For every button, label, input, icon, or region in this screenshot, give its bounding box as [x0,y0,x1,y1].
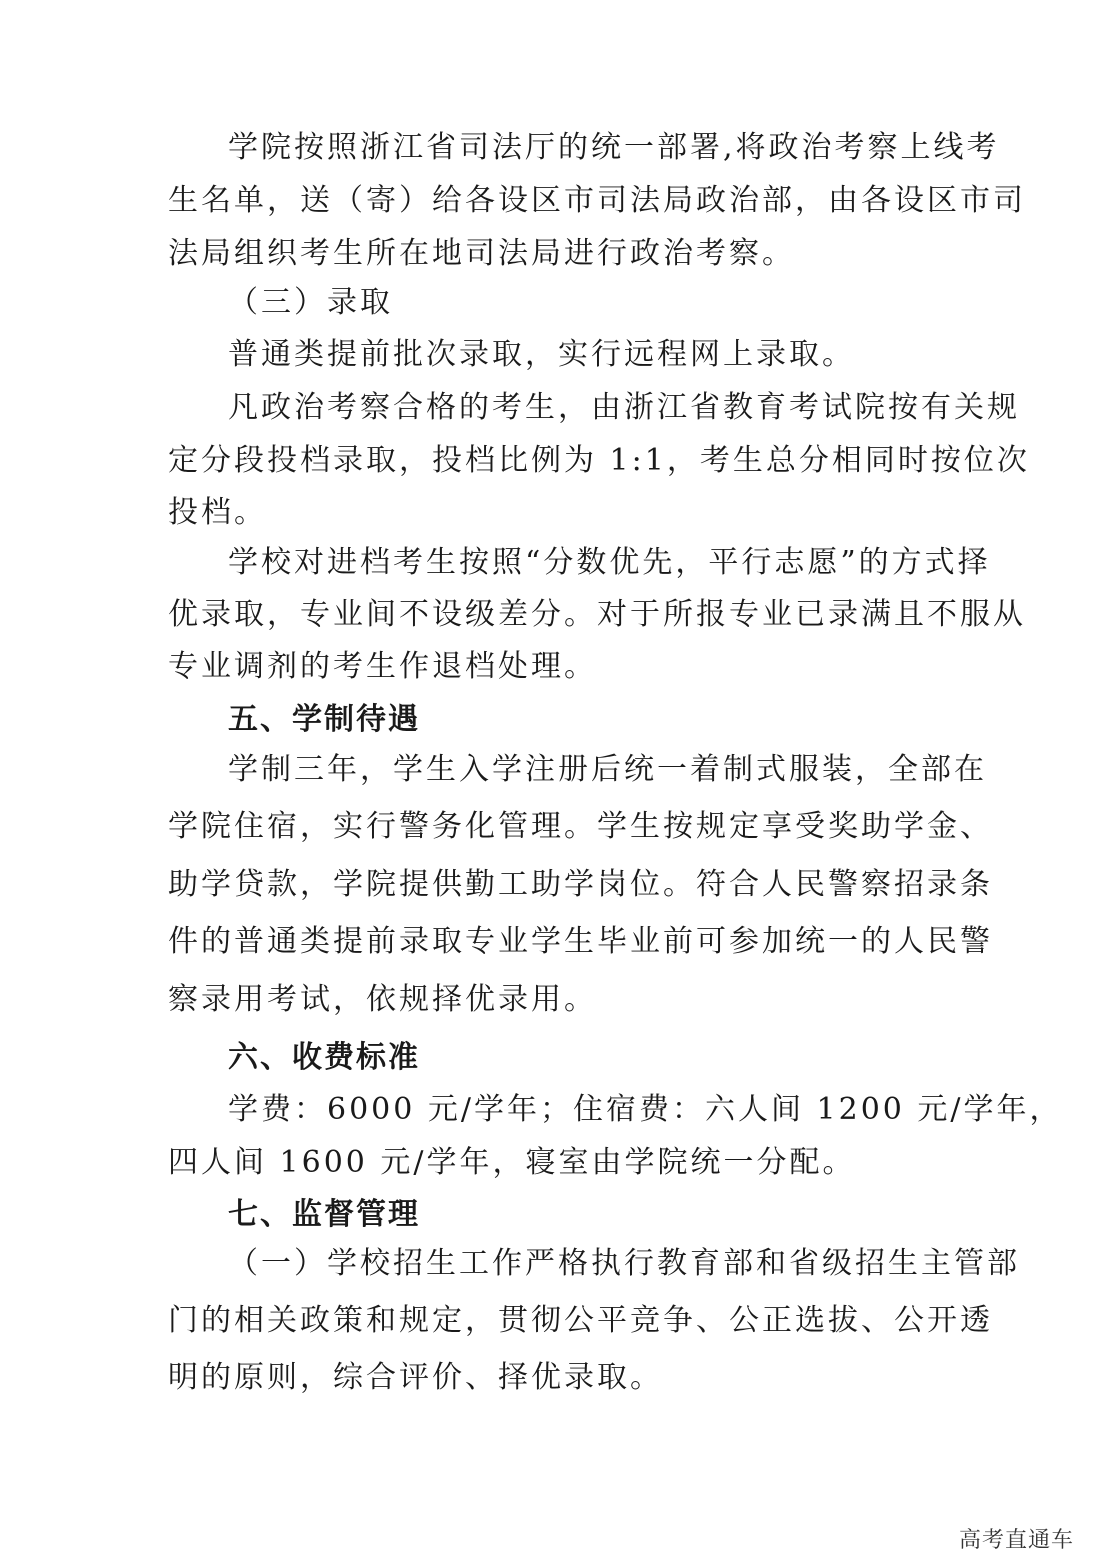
watermark: 高考直通车 [958,1528,1074,1553]
paragraph-line: 定分段投档录取，投档比例为 1:1，考生总分相同时按位次 [168,443,1030,478]
paragraph-line: 察录用考试，依规择优录用。 [168,982,597,1017]
section-heading: 六、收费标准 [228,1040,420,1075]
paragraph-line: 学制三年，学生入学注册后统一着制式服装，全部在 [228,752,987,787]
paragraph-line: 门的相关政策和规定，贯彻公平竞争、公正选拔、公开透 [168,1303,993,1338]
paragraph-line: 投档。 [168,495,267,530]
section-heading: 七、监督管理 [228,1197,420,1232]
paragraph-line: 件的普通类提前录取专业学生毕业前可参加统一的人民警 [168,924,993,959]
paragraph-line: 四人间 1600 元/学年，寝室由学院统一分配。 [168,1145,856,1180]
paragraph-line: 助学贷款，学院提供勤工助学岗位。符合人民警察招录条 [168,867,993,902]
paragraph-line: 学院住宿，实行警务化管理。学生按规定享受奖助学金、 [168,809,993,844]
paragraph-line: 优录取，专业间不设级差分。对于所报专业已录满且不服从 [168,597,1026,632]
paragraph-line: 法局组织考生所在地司法局进行政治考察。 [168,236,795,271]
paragraph-line: 学校对进档考生按照“分数优先，平行志愿”的方式择 [228,545,991,580]
section-heading: 五、学制待遇 [228,702,420,737]
paragraph-line: （一）学校招生工作严格执行教育部和省级招生主管部 [228,1246,1020,1281]
paragraph-line: 明的原则，综合评价、择优录取。 [168,1360,663,1395]
paragraph-line: 普通类提前批次录取，实行远程网上录取。 [228,337,855,372]
paragraph-line: 生名单，送（寄）给各设区市司法局政治部，由各设区市司 [168,183,1026,218]
paragraph-line: 凡政治考察合格的考生，由浙江省教育考试院按有关规 [228,390,1020,425]
subsection-heading: （三）录取 [228,285,393,320]
paragraph-line: 学院按照浙江省司法厅的统一部署,将政治考察上线考 [228,130,1000,165]
paragraph-line: 专业调剂的考生作退档处理。 [168,649,597,684]
paragraph-line: 学费：6000 元/学年；住宿费：六人间 1200 元/学年， [228,1092,1063,1127]
